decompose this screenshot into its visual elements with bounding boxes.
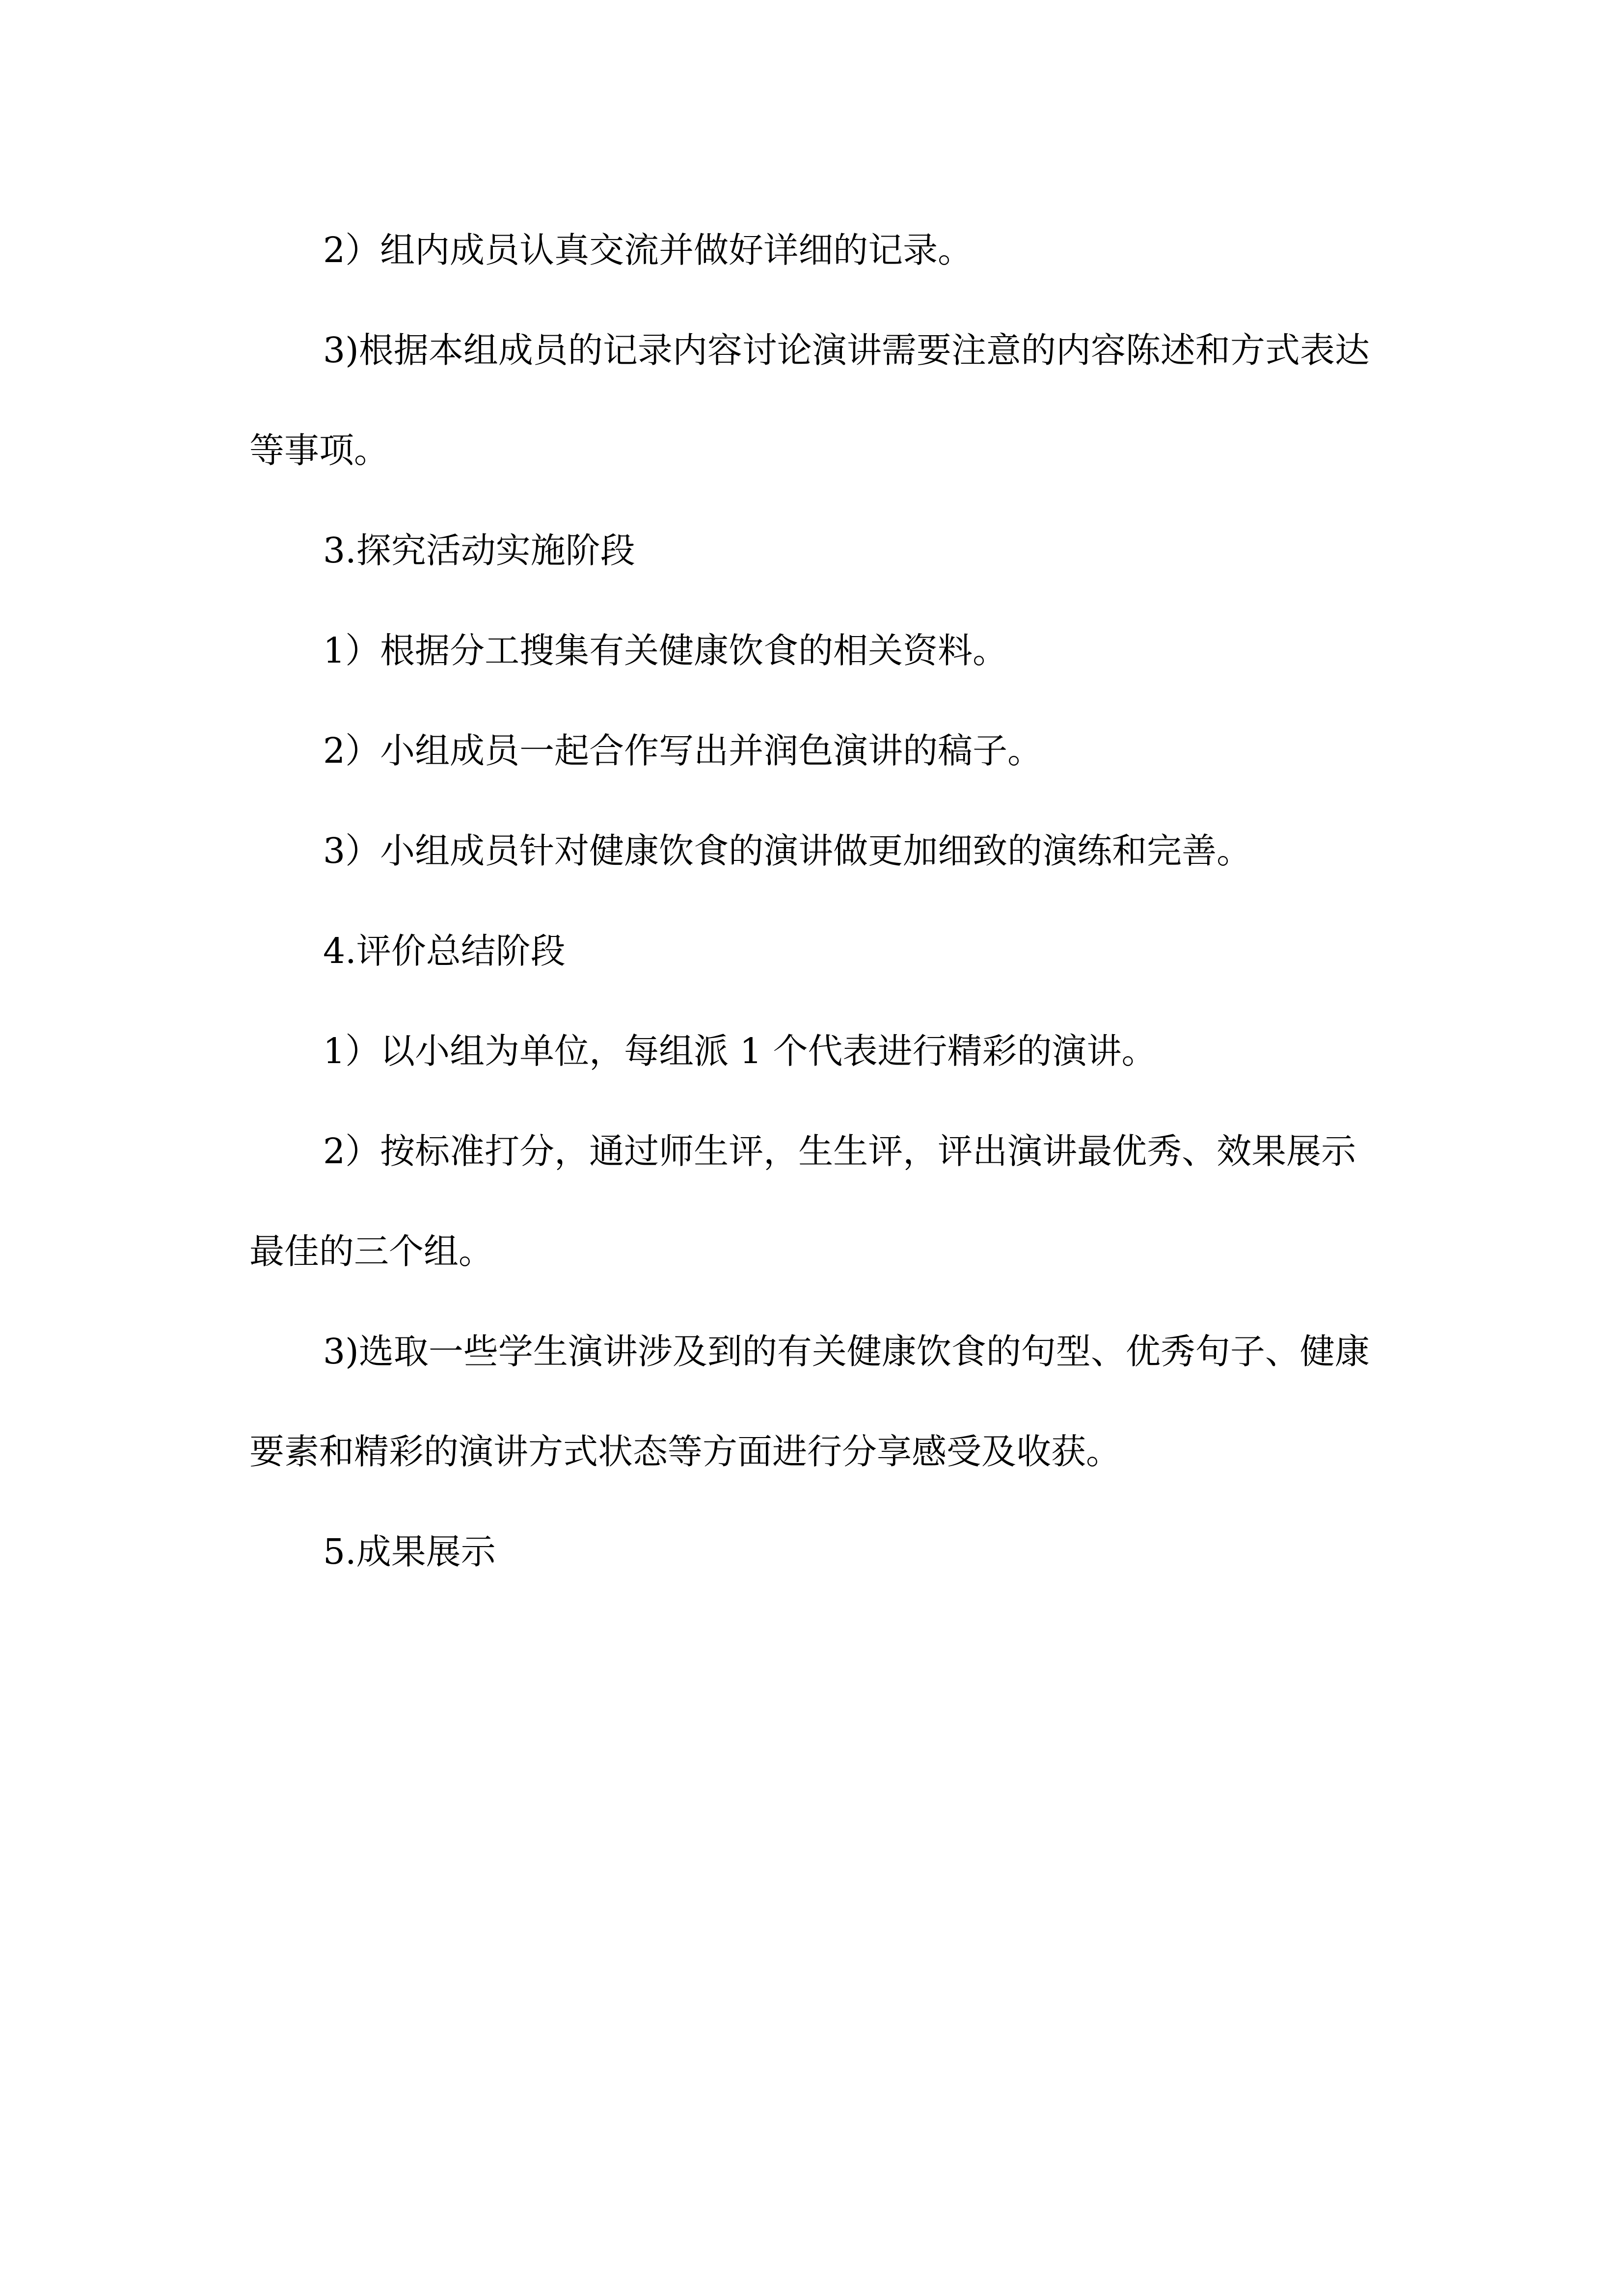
- paragraph-eval-step-3: 3)选取一些学生演讲涉及到的有关健康饮食的句型、优秀句子、健康要素和精彩的演讲方式状态等方面进行分享感受及收获。: [249, 1331, 1370, 1472]
- paragraph-impl-step-3: 3）小组成员针对健康饮食的演讲做更加细致的演练和完善。: [323, 830, 1252, 871]
- paragraph-step-3-discuss: 3)根据本组成员的记录内容讨论演讲需要注意的内容陈述和方式表达等事项。: [249, 330, 1370, 471]
- section-heading-evaluation: 4.评价总结阶段: [323, 931, 566, 971]
- paragraph-impl-step-1: 1）根据分工搜集有关健康饮食的相关资料。: [323, 630, 1008, 671]
- paragraph-eval-step-1: 1）以小组为单位，每组派 1 个代表进行精彩的演讲。: [323, 1031, 1157, 1071]
- document-body: [249, 200, 1379, 1602]
- paragraph-impl-step-2: 2）小组成员一起合作写出并润色演讲的稿子。: [323, 730, 1043, 771]
- paragraph-step-2-record: 2）组内成员认真交流并做好详细的记录。: [323, 230, 973, 270]
- section-heading-results: 5.成果展示: [323, 1531, 496, 1572]
- section-heading-implementation: 3.探究活动实施阶段: [323, 530, 635, 571]
- paragraph-eval-step-2: 2）按标准打分，通过师生评，生生评，评出演讲最优秀、效果展示最佳的三个组。: [249, 1131, 1356, 1272]
